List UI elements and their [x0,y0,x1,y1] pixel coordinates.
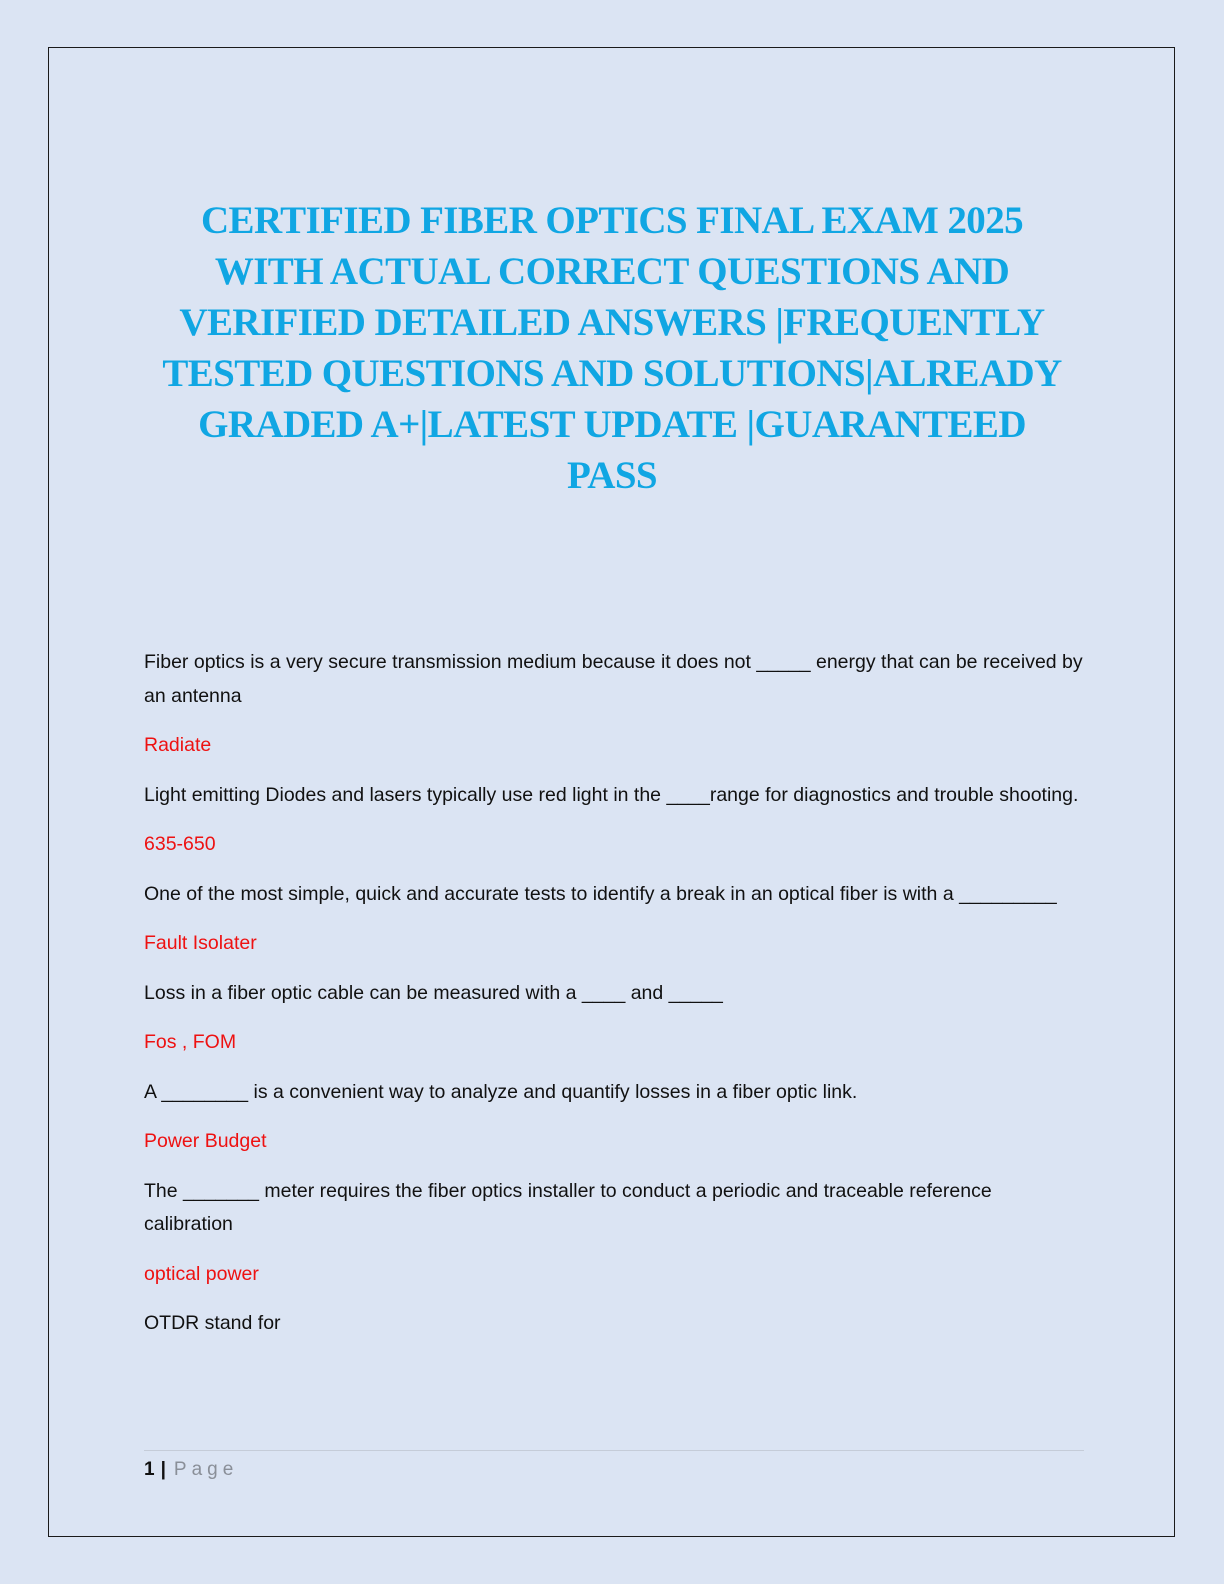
question-3: One of the most simple, quick and accurate tests to identify a break in an optical fiber is with a _________ [144,882,1057,905]
answer-5: Power Budget [144,1130,267,1152]
answer-3: Fault Isolater [144,932,257,954]
qa-list [144,646,1084,1357]
answer-4: Fos , FOM [144,1031,237,1053]
question-5: A ________ is a convenient way to analyze and quantify losses in a fiber optic link. [144,1080,858,1103]
footer-separator: | [160,1459,166,1480]
page-label: Page [173,1459,239,1480]
answer-6: optical power [144,1262,259,1285]
footer-divider [144,1450,1084,1451]
page-footer [144,1457,238,1483]
question-2: Light emitting Diodes and lasers typically use red light in the ____range for diagnostics and trouble shooting. [144,783,1079,806]
question-1: Fiber optics is a very secure transmission medium because it does not _____ energy that can be received by an antenna [144,651,1083,707]
question-6: The _______ meter requires the fiber optics installer to conduct a periodic and traceable reference calibration [144,1179,992,1235]
document-title: CERTIFIED FIBER OPTICS FINAL EXAM 2025 WITH ACTUAL CORRECT QUESTIONS AND VERIFIED DETAILED ANSWERS |FREQUENTLY TESTED QUESTIONS AND SOLUTIONS|ALREADY GRADED A+|LATEST UPDATE |GUARANTEED PASS [162,199,1062,497]
page-number: 1 [144,1459,155,1480]
answer-2: 635-650 [144,833,216,855]
answer-1: Radiate [144,734,212,756]
question-7: OTDR stand for [144,1312,281,1334]
question-4: Loss in a fiber optic cable can be measured with a ____ and _____ [144,981,723,1004]
